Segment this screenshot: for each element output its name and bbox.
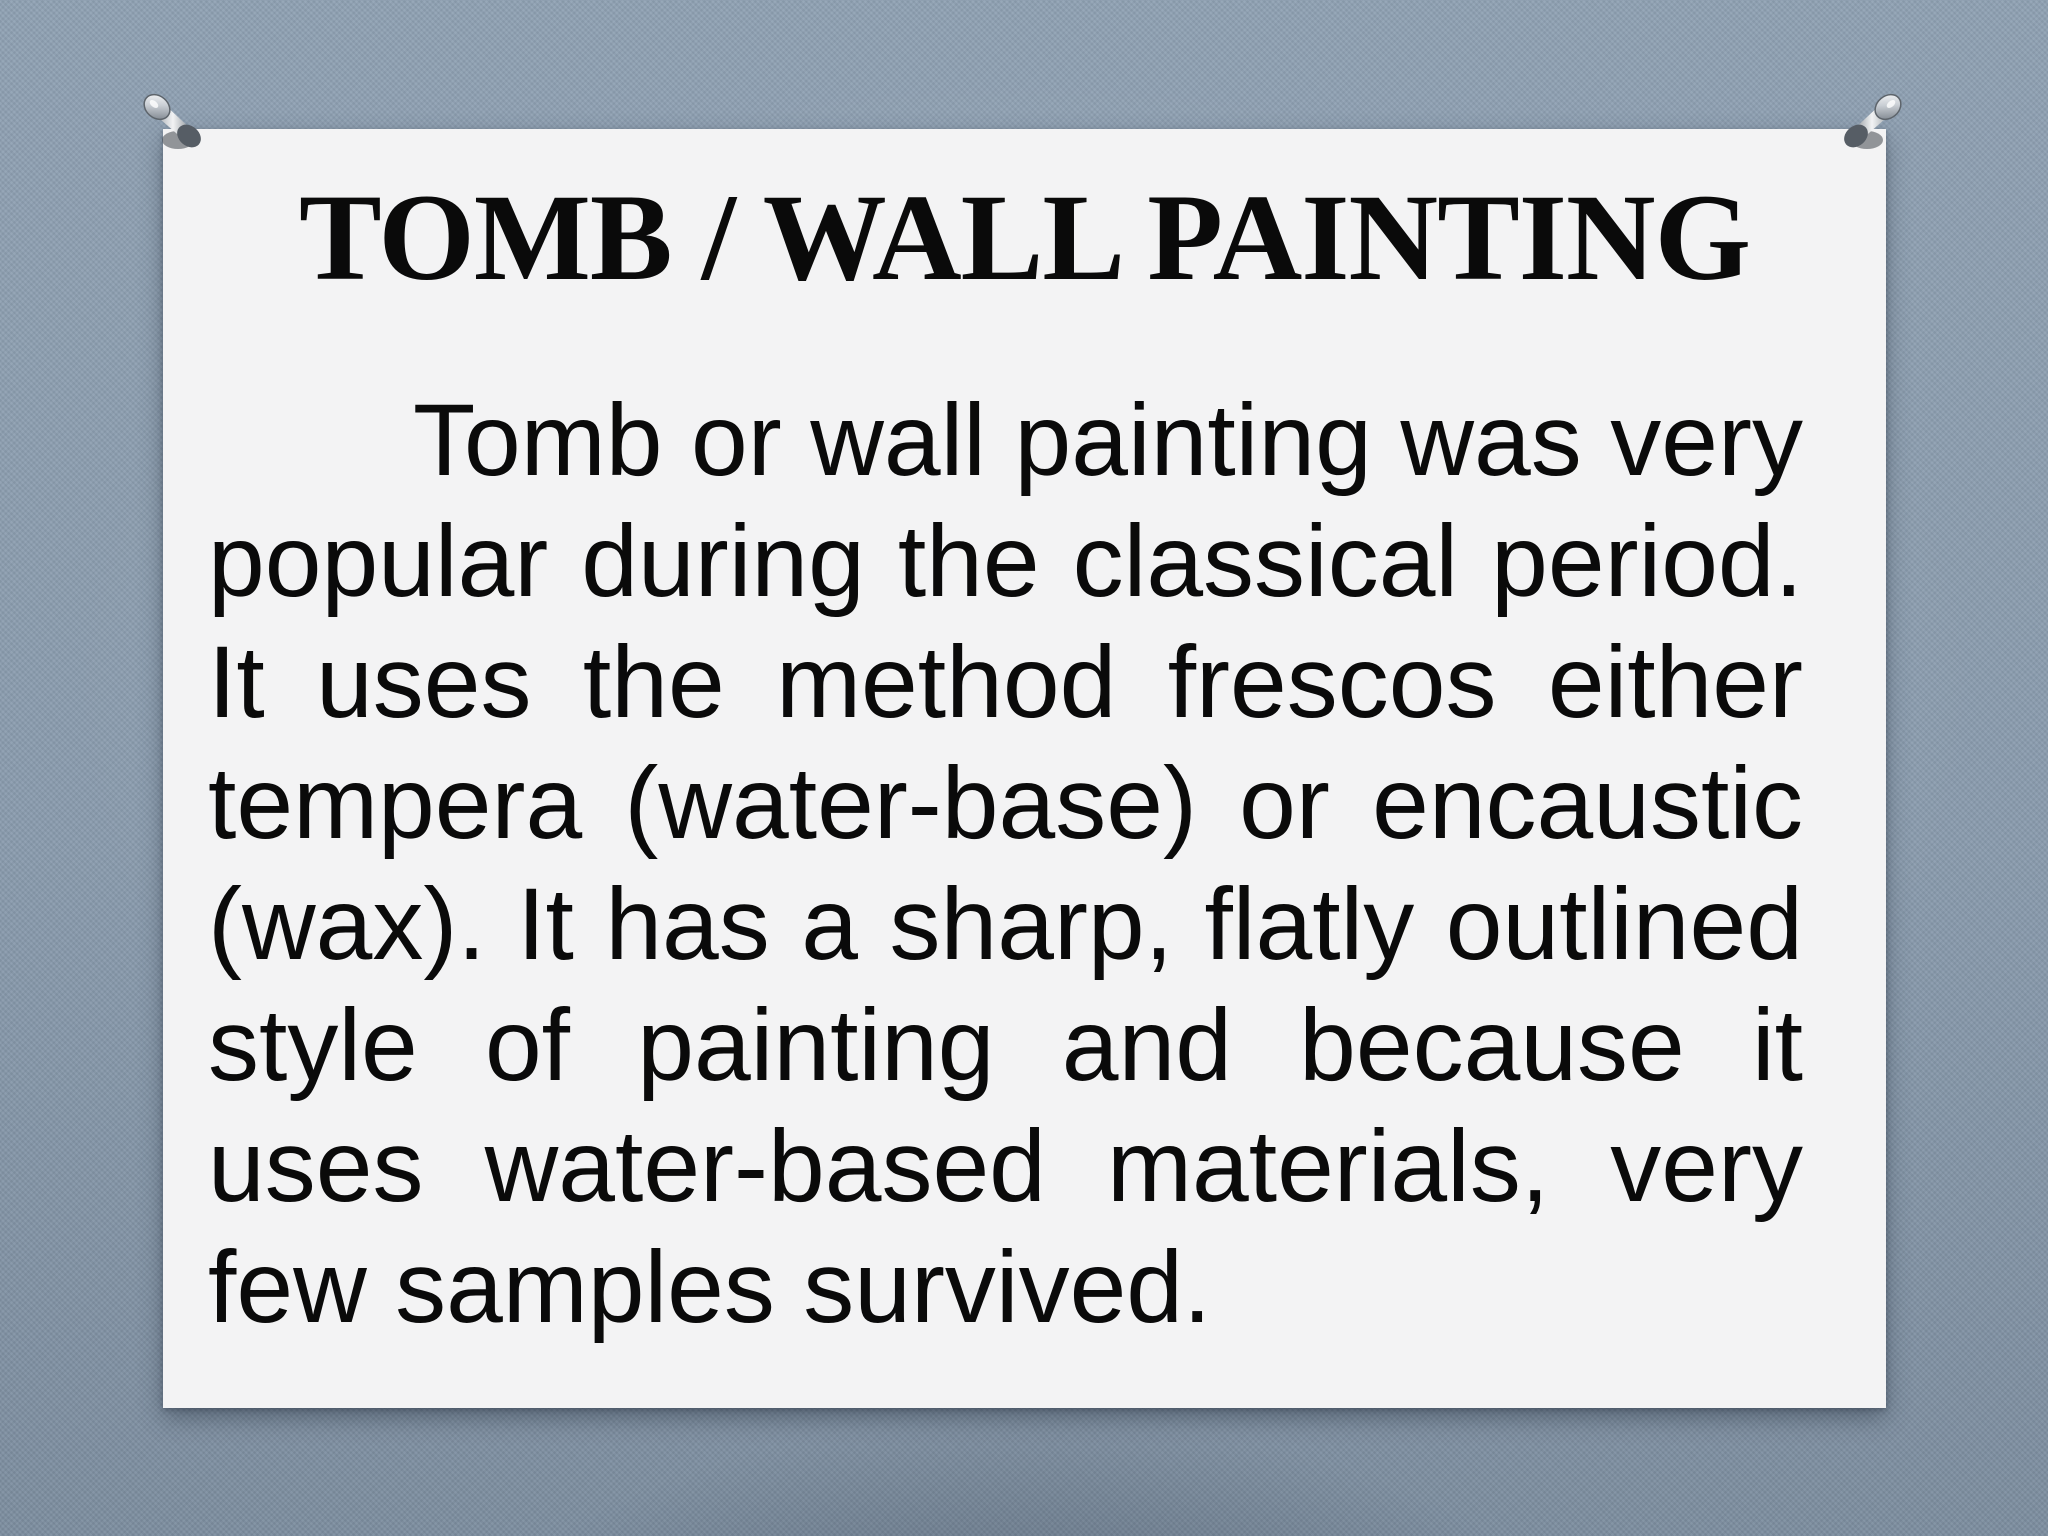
push-pin-icon [138,88,212,162]
slide-body-text: Tomb or wall painting was very popular during the classical period. It uses the method frescos either tempera (water-base) or encaustic (wax). It has a sharp, flatly outlined style of painting and because it uses water-based materials, very few samples survived. [208,383,1803,1344]
push-pin-icon [1833,88,1907,162]
slide-title: TOMB / WALL PAINTING [298,169,1751,306]
